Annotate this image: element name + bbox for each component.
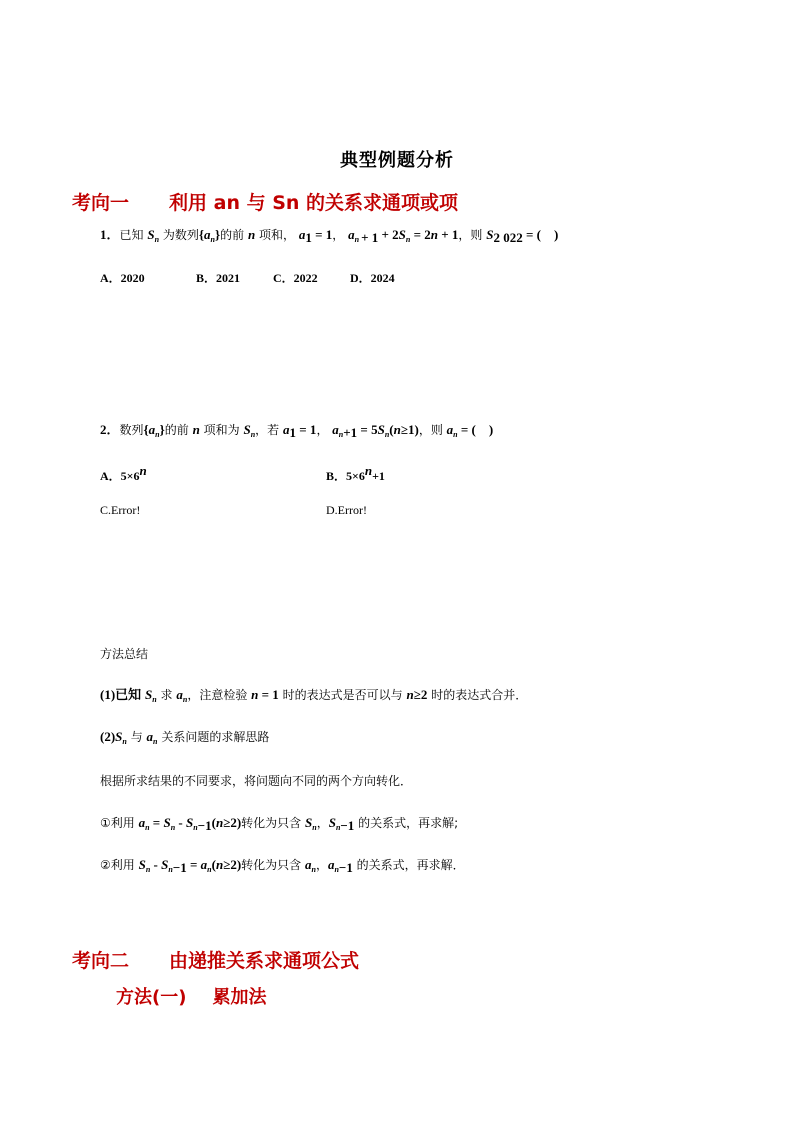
q1-option-b[interactable]: B．2021 (196, 271, 241, 285)
section-heading-1 (72, 188, 458, 215)
q2-option-b[interactable]: B．$5\times 6^n+1$ (326, 463, 385, 483)
method-p2: $(2)S_n$ 与 $a_n$ 关系问题的求解思路 (100, 729, 270, 746)
subsection-label: 方法(一) (116, 987, 187, 1008)
section-label: 考向二 (72, 950, 130, 972)
question-2: 2．数列$\{a_n\}$的前 n 项和为 $S_n$，若 $a_1 = 1$， $a_{n+1} = 5S_n(n\ge 1)$，则 $a_n$ = ( ) (100, 422, 494, 440)
q2-option-a[interactable]: A．$5\times 6^n$ (100, 463, 147, 483)
method-p1: (1)已知 $S_n$ 求 $a_n$，注意检验 n = 1 时的表达式是否可以与 n≥2 时的表达式合并． (100, 687, 528, 704)
question-1: 1．已知 $S_n$ 为数列$\{a_n\}$的前 n 项和， $a_1 = 1$， $a_n$ $_{+ 1} + 2S_n = 2n + 1$，则 $S_{2 022}$ = ( ) (100, 227, 559, 245)
section-title: 由递推关系求通项公式 (169, 950, 360, 972)
method-p5: ②利用 $S_n - S_{n-1} = a_n(n\ge 2)$转化为只含 $a_n$，$a_{n-1}$ 的关系式，再求解． (100, 857, 465, 875)
method-heading: 方法总结 (100, 647, 149, 661)
section-title: 利用 an 与 Sn 的关系求通项或项 (169, 192, 459, 214)
subsection-heading (116, 983, 266, 1009)
q1-option-d[interactable]: D．2024 (350, 271, 395, 285)
method-p4: ①利用 $a_n = S_n - S_{n-1}(n\ge 2)$转化为只含 $S_n$，$S_{n-1}$ 的关系式，再求解; (100, 815, 459, 833)
page-title: 典型例题分析 (340, 150, 454, 171)
q1-option-a[interactable]: A．2020 (100, 271, 145, 285)
subsection-title: 累加法 (212, 987, 267, 1008)
section-heading-2 (72, 946, 359, 973)
q2-option-d[interactable]: D.Error! (326, 503, 367, 517)
q1-option-c[interactable]: C．2022 (273, 271, 318, 285)
q2-option-c[interactable]: C.Error! (100, 503, 141, 517)
section-label: 考向一 (72, 192, 130, 214)
method-p3: 根据所求结果的不同要求，将问题向不同的两个方向转化． (100, 774, 413, 788)
